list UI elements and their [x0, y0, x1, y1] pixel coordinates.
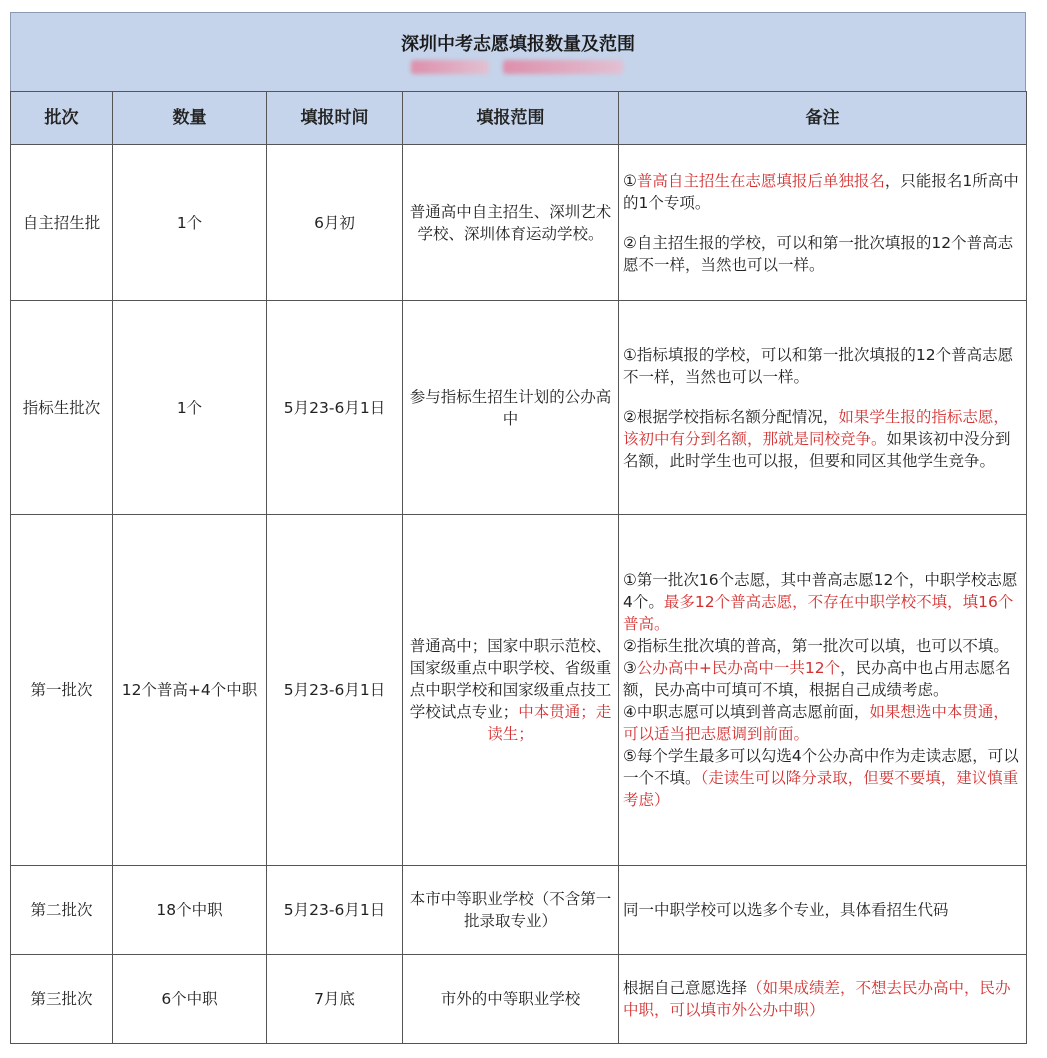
note-text: ②根据学校指标名额分配情况， — [623, 407, 839, 426]
count-cell: 12个普高+4个中职 — [113, 515, 267, 866]
note-text: 普通高中；国家中职示范校、国家级重点中职学校、省级重点中职学校和国家级重点技工学校试点专业； — [409, 637, 612, 721]
scope-cell — [403, 866, 619, 955]
count-cell: 1个 — [113, 145, 267, 301]
highlight-text: 普高自主招生在志愿填报后单独报名 — [636, 171, 885, 190]
table-row — [11, 145, 1027, 301]
table-row — [11, 301, 1027, 515]
count-cell: 1个 — [113, 301, 267, 515]
title-bar — [10, 12, 1026, 92]
blurred-watermark — [503, 60, 623, 74]
scope-cell — [403, 145, 619, 301]
note-text: 同一中职学校可以选多个专业，具体看招生代码 — [623, 901, 949, 919]
highlight-text: （走读生可以降分录取，但要不要填，建议慎重考虑） — [623, 769, 1019, 809]
header-batch: 批次 — [11, 92, 113, 145]
note-text: ① — [623, 171, 637, 190]
header-row — [11, 92, 1027, 145]
note-paragraph — [623, 635, 1022, 657]
batch-cell: 指标生批次 — [11, 301, 113, 515]
note-paragraph — [623, 569, 1022, 635]
note-text: ②指标生批次填的普高，第一批次可以填，也可以不填。 — [623, 637, 1009, 655]
header-scope: 填报范围 — [403, 92, 619, 145]
batch-cell: 第二批次 — [11, 866, 113, 955]
note-text: 根据自己意愿选择 — [623, 979, 748, 997]
batch-cell: 自主招生批 — [11, 145, 113, 301]
note-paragraph — [623, 657, 1022, 701]
batch-cell: 第三批次 — [11, 955, 113, 1044]
notes-cell — [619, 301, 1027, 515]
note-text: ②自主招生报的学校，可以和第一批次填报的12个普高志愿不一样，当然也可以一样。 — [623, 233, 1014, 274]
note-text: ①第一批次16个志愿，其中普高志愿12个，中职学校志愿4个。 — [623, 571, 1018, 611]
note-text: 普通高中自主招生、深圳艺术学校、深圳体育运动学校。 — [409, 202, 612, 243]
table-row — [11, 955, 1027, 1044]
batch-cell: 第一批次 — [11, 515, 113, 866]
batch-table — [10, 91, 1027, 1044]
header-time: 填报时间 — [267, 92, 403, 145]
blurred-watermark — [411, 60, 489, 74]
note-paragraph — [623, 745, 1022, 811]
highlight-text: 如果学生报的指标志愿，该初中有分到名额，那就是同校竞争。 — [623, 407, 1009, 448]
note-text: ⑤每个学生最多可以勾选4个公办高中作为走读志愿，可以一个不填。 — [623, 747, 1019, 787]
note-paragraph — [623, 344, 1022, 388]
count-cell: 18个中职 — [113, 866, 267, 955]
highlight-text: 中本贯通；走读生； — [487, 703, 612, 743]
note-text: 参与指标生招生计划的公办高中 — [409, 387, 612, 428]
table-row — [11, 515, 1027, 866]
time-cell: 5月23-6月1日 — [267, 866, 403, 955]
note-paragraph — [623, 701, 1022, 745]
notes-cell — [619, 955, 1027, 1044]
note-paragraph — [623, 977, 1022, 1021]
highlight-text: 公办高中+民办高中一共12个 — [636, 659, 841, 677]
note-paragraph — [623, 899, 1022, 921]
scope-cell — [403, 515, 619, 866]
note-text: ③ — [623, 659, 637, 677]
page-title: 深圳中考志愿填报数量及范围 — [401, 34, 635, 55]
scope-cell — [403, 955, 619, 1044]
note-text: ，民办高中也占用志愿名额，民办高中可填可不填，根据自己成绩考虑。 — [623, 659, 1011, 699]
notes-cell — [619, 515, 1027, 866]
highlight-text: 如果想选中本贯通，可以适当把志愿调到前面。 — [623, 703, 1009, 743]
highlight-text: （如果成绩差，不想去民办高中，民办中职，可以填市外公办中职） — [623, 979, 1011, 1019]
time-cell: 5月23-6月1日 — [267, 515, 403, 866]
notes-cell — [619, 866, 1027, 955]
note-text: ，只能报名1所高中的1个专项。 — [623, 171, 1019, 212]
note-text: ④中职志愿可以填到普高志愿前面， — [623, 703, 870, 721]
note-text: 市外的中等职业学校 — [440, 990, 581, 1008]
table-row — [11, 866, 1027, 955]
note-text: 如果该初中没分到名额，此时学生也可以报，但要和同区其他学生竞争。 — [623, 429, 1011, 470]
note-text: 本市中等职业学校（不含第一批录取专业） — [409, 890, 612, 930]
count-cell: 6个中职 — [113, 955, 267, 1044]
time-cell: 6月初 — [267, 145, 403, 301]
table-body — [11, 145, 1027, 1044]
note-paragraph — [623, 232, 1022, 276]
highlight-text: 最多12个普高志愿，不存在中职学校不填，填16个普高。 — [623, 593, 1014, 633]
time-cell: 5月23-6月1日 — [267, 301, 403, 515]
header-count: 数量 — [113, 92, 267, 145]
note-paragraph — [623, 170, 1022, 214]
time-cell: 7月底 — [267, 955, 403, 1044]
scope-cell — [403, 301, 619, 515]
header-notes: 备注 — [619, 92, 1027, 145]
note-paragraph — [623, 406, 1022, 472]
note-text: ①指标填报的学校，可以和第一批次填报的12个普高志愿不一样，当然也可以一样。 — [623, 345, 1014, 386]
notes-cell — [619, 145, 1027, 301]
